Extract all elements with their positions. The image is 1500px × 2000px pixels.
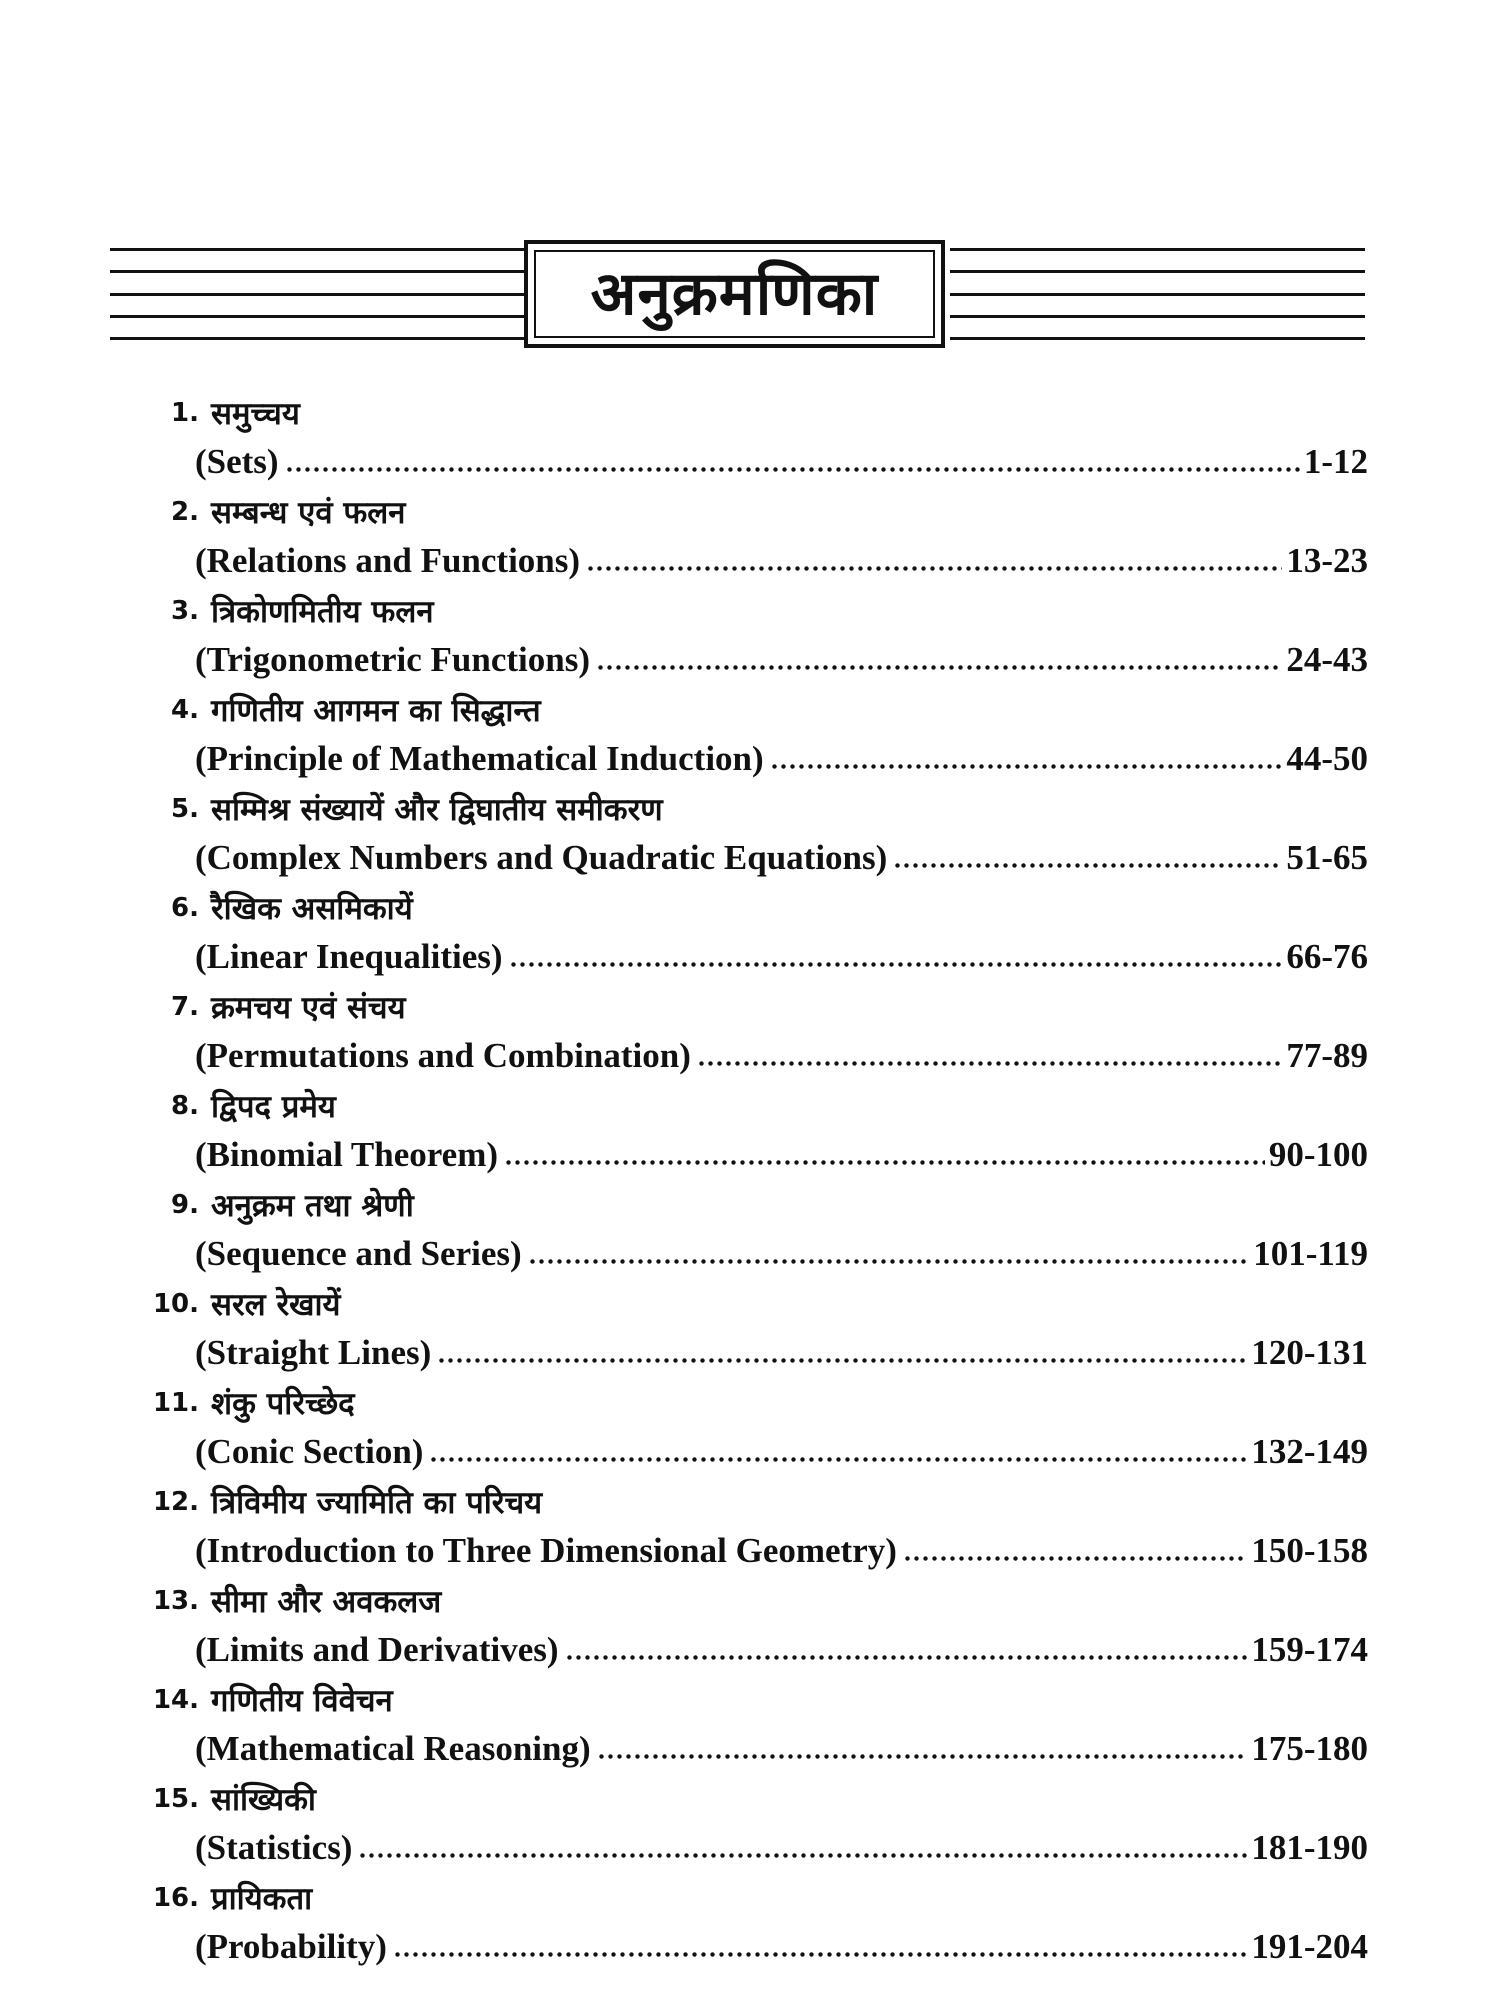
toc-hindi-row [143,1675,1368,1724]
header-rules-left [110,248,525,340]
chapter-title-english: (Trigonometric Functions) [195,640,590,679]
chapter-number: 11. [152,1387,199,1418]
toc-hindi-row [143,1081,1368,1130]
page-range: 24-43 [1286,640,1368,679]
rule-line [110,270,525,273]
toc-hindi-row [143,487,1368,536]
toc-entry [143,1576,1368,1675]
chapter-title-english: (Linear Inequalities) [195,937,503,976]
chapter-title-english: (Limits and Derivatives) [195,1630,559,1669]
page-range: 90-100 [1268,1135,1368,1174]
dot-leader [395,1952,1247,1957]
chapter-title-hindi: अनुक्रम तथा श्रेणी [211,1187,414,1224]
toc-entry [143,1378,1368,1477]
toc-hindi-row [143,1378,1368,1427]
rule-line [950,315,1365,318]
toc-entry [143,784,1368,883]
chapter-title-english: (Binomial Theorem) [195,1135,499,1174]
toc-hindi-row [143,586,1368,635]
page-range: 44-50 [1286,739,1368,778]
toc-hindi-row [143,1477,1368,1526]
page-range: 51-65 [1286,838,1368,877]
toc-hindi-row [143,883,1368,932]
page-range: 132-149 [1251,1432,1368,1471]
toc-english-row [195,635,1368,685]
chapter-title-hindi: गणितीय आगमन का सिद्धान्त [211,692,541,729]
toc-entry [143,586,1368,685]
toc-english-row [195,1922,1368,1972]
toc-hindi-row [143,1774,1368,1823]
toc-english-row [195,1229,1368,1279]
chapter-title-english: (Mathematical Reasoning) [195,1729,591,1768]
toc-english-row [195,1724,1368,1774]
chapter-title-english: (Probability) [195,1927,387,1966]
chapter-title-english: (Complex Numbers and Quadratic Equations) [195,838,888,877]
toc-entry [143,1774,1368,1873]
page-range: 120-131 [1251,1333,1368,1372]
chapter-number: 10. [152,1288,199,1319]
page-range: 175-180 [1251,1729,1368,1768]
chapter-number: 2. [171,496,199,527]
header-rules-right [950,248,1365,340]
toc-entry [143,1477,1368,1576]
chapter-number: 6. [171,892,199,923]
chapter-title-english: (Straight Lines) [195,1333,432,1372]
page-range: 66-76 [1286,937,1368,976]
chapter-title-hindi: सांख्यिकी [211,1781,316,1818]
rule-line [950,337,1365,340]
dot-leader [598,665,1282,670]
page-range: 150-158 [1251,1531,1368,1570]
page-header [110,240,1365,348]
toc-hindi-row [143,1576,1368,1625]
toc-hindi-row [143,1279,1368,1328]
table-of-contents [143,388,1368,1972]
chapter-number: 14. [152,1684,199,1715]
chapter-title-hindi: गणितीय विवेचन [211,1682,393,1719]
dot-leader [599,1754,1248,1759]
chapter-title-hindi: प्रायिकता [211,1880,313,1917]
chapter-title-english: (Sets) [195,442,279,481]
chapter-number: 4. [171,694,199,725]
chapter-title-english: (Permutations and Combination) [195,1036,691,1075]
chapter-title-hindi: क्रमचय एवं संचय [211,989,406,1026]
chapter-title-hindi: त्रिकोणमितीय फलन [211,593,434,630]
dot-leader [439,1358,1247,1363]
chapter-title-hindi: सम्मिश्र संख्यायें और द्विघातीय समीकरण [211,791,663,828]
page-range: 191-204 [1251,1927,1368,1966]
toc-hindi-row [143,1873,1368,1922]
chapter-number: 16. [152,1882,199,1913]
page-range: 77-89 [1286,1036,1368,1075]
rule-line [950,248,1365,251]
chapter-number: 3. [171,595,199,626]
toc-entry [143,685,1368,784]
chapter-number: 15. [152,1783,199,1814]
toc-entry [143,1873,1368,1972]
page-range: 101-119 [1253,1234,1368,1273]
toc-hindi-row [143,685,1368,734]
page-title: अनुक्रमणिका [590,259,879,329]
rule-line [110,293,525,296]
toc-english-row [195,1823,1368,1873]
toc-hindi-row [143,784,1368,833]
chapter-number: 13. [152,1585,199,1616]
chapter-title-hindi: सीमा और अवकलज [211,1583,442,1620]
toc-english-row [195,1130,1368,1180]
toc-english-row [195,1328,1368,1378]
toc-english-row [195,932,1368,982]
toc-english-row [195,437,1368,487]
chapter-number: 1. [171,397,199,428]
chapter-title-english: (Principle of Mathematical Induction) [195,739,764,778]
toc-entry [143,487,1368,586]
toc-entry [143,1081,1368,1180]
toc-english-row [195,1031,1368,1081]
chapter-title-hindi: शंकु परिच्छेद [211,1385,355,1422]
dot-leader [511,962,1283,967]
toc-hindi-row [143,388,1368,437]
dot-leader [287,467,1300,472]
page-range: 13-23 [1286,541,1368,580]
rule-line [110,337,525,340]
chapter-title-english: (Conic Section) [195,1432,424,1471]
dot-leader [506,1160,1265,1165]
dot-leader [699,1061,1282,1066]
rule-line [110,248,525,251]
toc-english-row [195,833,1368,883]
toc-english-row [195,734,1368,784]
toc-hindi-row [143,1180,1368,1229]
chapter-number: 9. [171,1189,199,1220]
dot-leader [588,566,1282,571]
dot-leader [772,764,1283,769]
page-range: 181-190 [1251,1828,1368,1867]
dot-leader [360,1853,1247,1858]
page-range: 1-12 [1303,442,1368,481]
toc-entry [143,1279,1368,1378]
toc-english-row [195,1526,1368,1576]
chapter-number: 8. [171,1090,199,1121]
dot-leader [567,1655,1248,1660]
toc-entry [143,388,1368,487]
dot-leader [431,1457,1247,1462]
chapter-title-hindi: द्विपद प्रमेय [211,1088,336,1125]
chapter-title-hindi: सम्बन्ध एवं फलन [211,494,406,531]
chapter-title-english: (Sequence and Series) [195,1234,522,1273]
chapter-title-hindi: समुच्चय [211,395,300,432]
toc-english-row [195,536,1368,586]
chapter-number: 7. [171,991,199,1022]
chapter-title-english: (Relations and Functions) [195,541,581,580]
rule-line [950,270,1365,273]
toc-english-row [195,1625,1368,1675]
chapter-number: 12. [152,1486,199,1517]
page-range: 159-174 [1251,1630,1368,1669]
toc-english-row [195,1427,1368,1477]
dot-leader [895,863,1282,868]
rule-line [110,315,525,318]
chapter-title-hindi: सरल रेखायें [211,1286,341,1323]
toc-entry [143,883,1368,982]
toc-entry [143,1180,1368,1279]
chapter-title-english: (Statistics) [195,1828,353,1867]
toc-entry [143,1675,1368,1774]
toc-entry [143,982,1368,1081]
chapter-number: 5. [171,793,199,824]
toc-hindi-row [143,982,1368,1031]
chapter-title-english: (Introduction to Three Dimensional Geometry) [195,1531,897,1570]
dot-leader [530,1259,1250,1264]
chapter-title-hindi: त्रिविमीय ज्यामिति का परिचय [211,1484,543,1521]
chapter-title-hindi: रैखिक असमिकायें [211,890,413,927]
title-box [524,240,945,348]
dot-leader [905,1556,1247,1561]
rule-line [950,293,1365,296]
